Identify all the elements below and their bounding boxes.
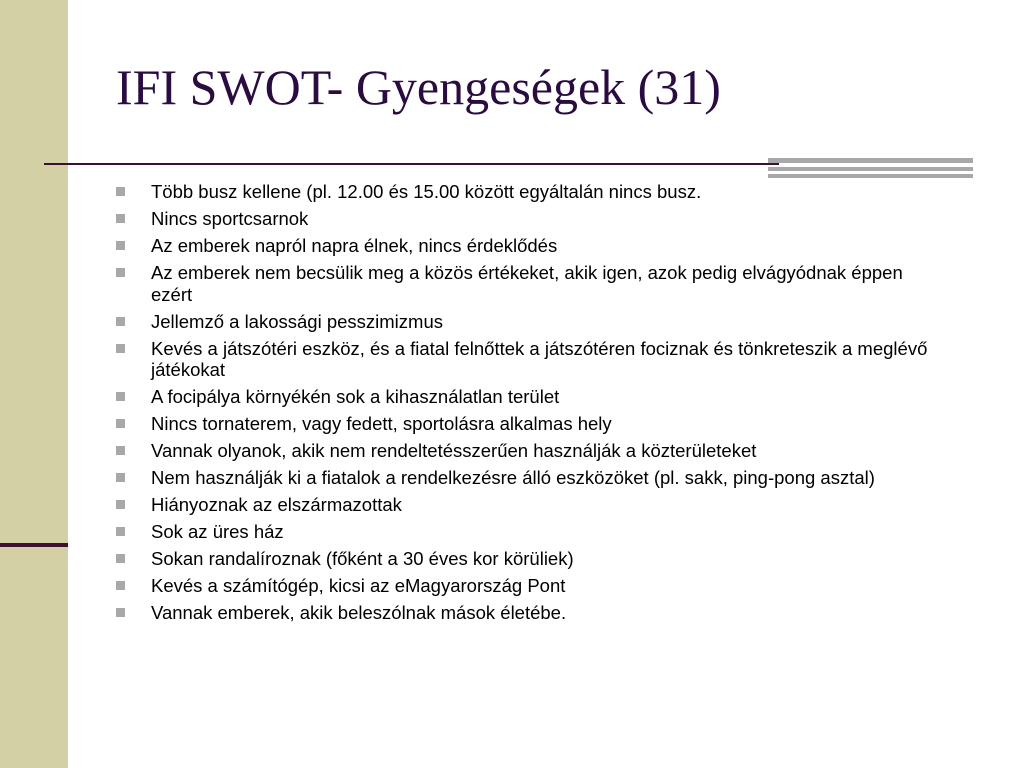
square-bullet-icon — [116, 268, 125, 277]
accent-bar-middle — [768, 167, 973, 171]
bullet-text: Sok az üres ház — [151, 521, 284, 542]
square-bullet-icon — [116, 554, 125, 563]
square-bullet-icon — [116, 241, 125, 250]
bullet-item — [116, 338, 936, 381]
bullet-item — [116, 440, 936, 462]
bullet-text: Sokan randalíroznak (főként a 30 éves kor körüliek) — [151, 548, 574, 569]
bullet-text: Vannak olyanok, akik nem rendeltetésszerűen használják a közterületeket — [151, 440, 757, 461]
bullet-text: Vannak emberek, akik beleszólnak mások életébe. — [151, 602, 567, 623]
bullet-item — [116, 413, 936, 435]
square-bullet-icon — [116, 344, 125, 353]
bullet-item — [116, 386, 936, 408]
bullet-item — [116, 494, 936, 516]
square-bullet-icon — [116, 608, 125, 617]
left-decorative-band — [0, 0, 68, 768]
bullet-text: Kevés a számítógép, kicsi az eMagyarország Pont — [151, 575, 566, 596]
bullet-item — [116, 181, 936, 203]
bullet-item — [116, 602, 936, 624]
bullet-item — [116, 548, 936, 570]
bullet-list — [116, 181, 936, 629]
square-bullet-icon — [116, 317, 125, 326]
bullet-text: A focipálya környékén sok a kihasználatlan terület — [151, 386, 560, 407]
accent-bar-top — [768, 158, 973, 163]
bullet-text: Az emberek napról napra élnek, nincs érdeklődés — [151, 235, 558, 256]
square-bullet-icon — [116, 392, 125, 401]
accent-bar-bottom — [768, 174, 973, 178]
square-bullet-icon — [116, 446, 125, 455]
slide-title: IFI SWOT- Gyengeségek (31) — [116, 59, 721, 115]
square-bullet-icon — [116, 187, 125, 196]
bullet-text: Hiányoznak az elszármazottak — [151, 494, 402, 515]
bullet-text: Nincs sportcsarnok — [151, 208, 309, 229]
bullet-item — [116, 575, 936, 597]
bullet-text: Jellemző a lakossági pesszimizmus — [151, 310, 443, 332]
title-underline — [44, 163, 779, 165]
bullet-text: Nem használják ki a fiatalok a rendelkezésre álló eszközöket (pl. sakk, ping-pong asztal) — [151, 467, 875, 488]
square-bullet-icon — [116, 473, 125, 482]
square-bullet-icon — [116, 500, 125, 509]
square-bullet-icon — [116, 527, 125, 536]
left-band-divider — [0, 543, 68, 547]
bullet-item — [116, 208, 936, 230]
square-bullet-icon — [116, 419, 125, 428]
bullet-text: Az emberek nem becsülik meg a közös értékeket, akik igen, azok pedig elvágyódnak éppen ezért — [151, 262, 903, 305]
bullet-text: Kevés a játszótéri eszköz, és a fiatal felnőttek a játszótéren fociznak és tönkreteszik a meglévő játékokat — [151, 337, 928, 380]
bullet-item — [116, 521, 936, 543]
bullet-item — [116, 262, 936, 305]
square-bullet-icon — [116, 214, 125, 223]
bullet-text: Nincs tornaterem, vagy fedett, sportolásra alkalmas hely — [151, 413, 612, 434]
square-bullet-icon — [116, 581, 125, 590]
bullet-item — [116, 467, 936, 489]
bullet-item — [116, 311, 936, 333]
bullet-text: Több busz kellene (pl. 12.00 és 15.00 között egyáltalán nincs busz. — [151, 181, 702, 202]
bullet-item — [116, 235, 936, 257]
